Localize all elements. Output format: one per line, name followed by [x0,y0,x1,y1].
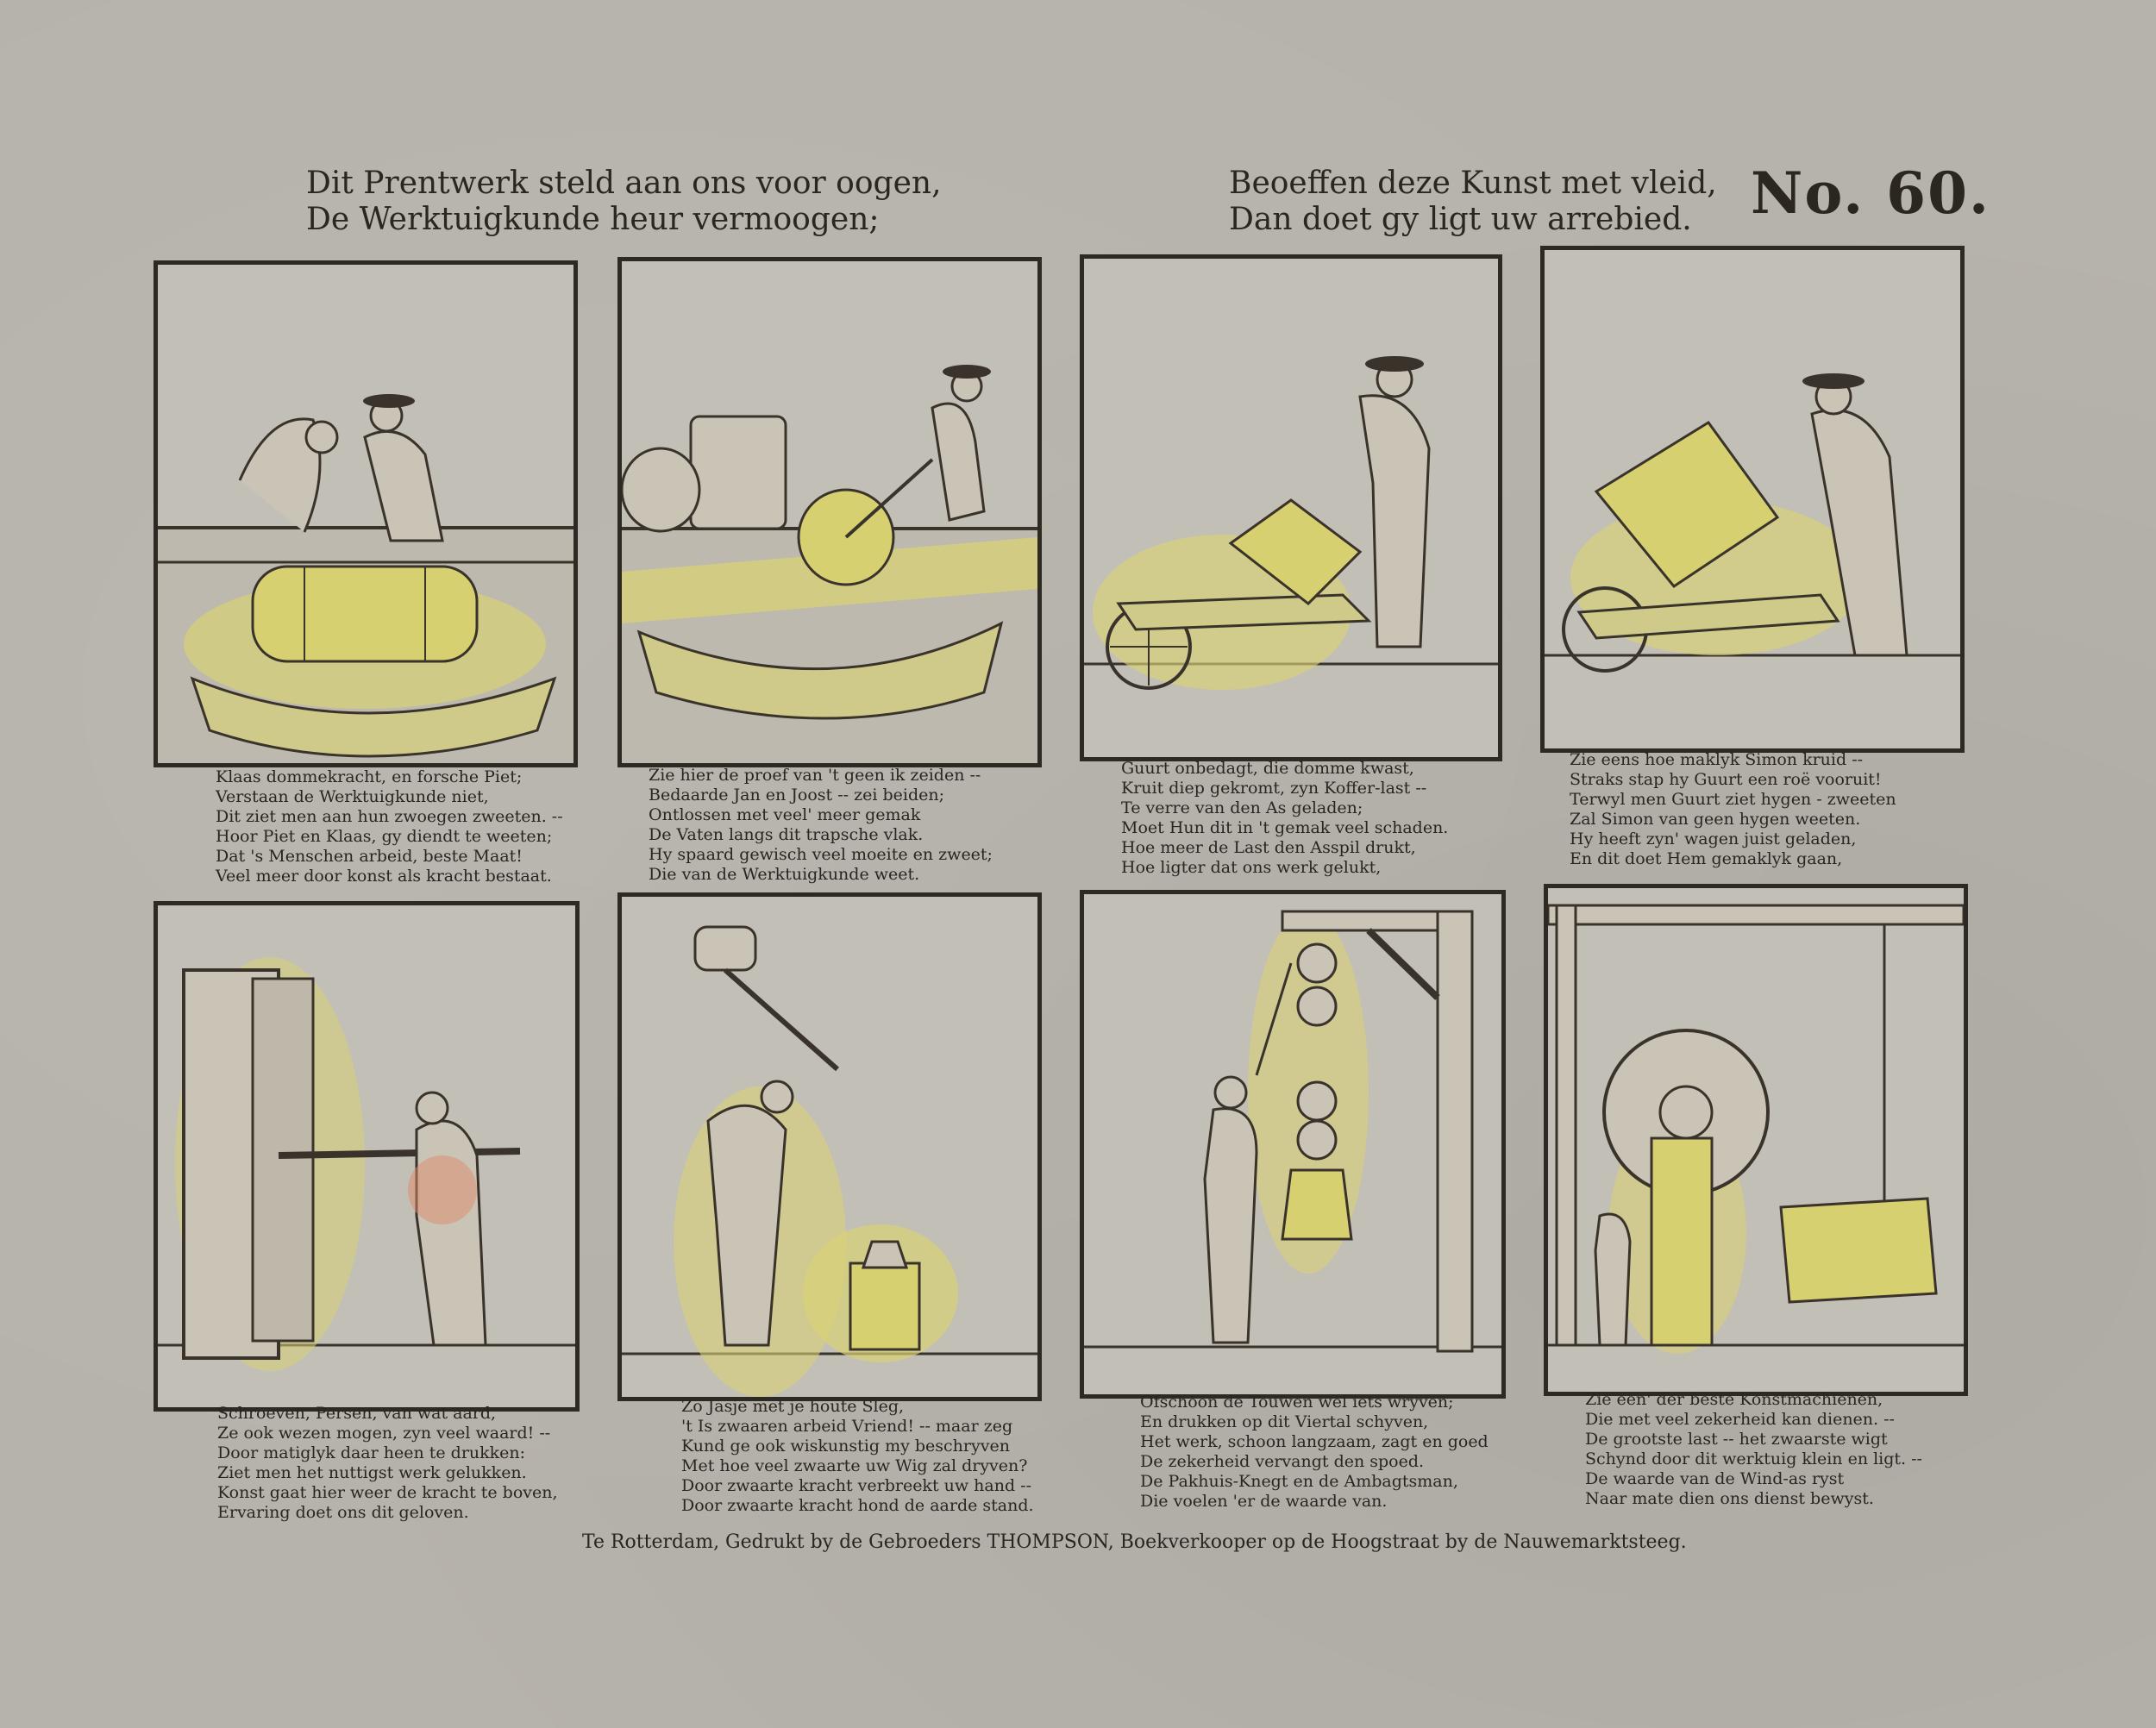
caption-line: Terwyl men Guurt ziet hygen - zweeten [1570,790,1896,809]
caption-line: Naar mate dien ons dienst bewyst. [1585,1489,1874,1508]
screw-press-image [158,905,575,1407]
caption-line: Hoe ligter dat ons werk gelukt, [1121,858,1382,877]
panel-4-caption [1570,750,1896,869]
caption-line: Kund ge ook wiskunstig my beschryven [681,1437,1010,1456]
men-rolling-barrel-image [622,261,1037,763]
caption-line: De grootste last -- het zwaarste wigt [1585,1430,1888,1449]
caption-line: Door zwaarte kracht verbreekt uw hand -- [681,1476,1032,1495]
header-left-verse [306,166,942,238]
header-left-line-2: De Werktuigkunde heur vermoogen; [306,202,880,237]
caption-line: Hy heeft zyn' wagen juist geladen, [1570,830,1857,848]
caption-line: Kruit diep gekromt, zyn Koffer-last -- [1121,779,1427,798]
caption-line: Door zwaarte kracht hond de aarde stand. [681,1496,1034,1515]
caption-line: Ontlossen met veel' meer gemak [649,805,921,824]
caption-line: Straks stap hy Guurt een roë vooruit! [1570,770,1882,789]
caption-line: Ervaring doet ons dit geloven. [217,1503,469,1522]
caption-line: Die met veel zekerheid kan dienen. -- [1585,1410,1895,1429]
caption-line: Met hoe veel zwaarte uw Wig zal dryven? [681,1456,1028,1475]
caption-line: Zie eens hoe maklyk Simon kruid -- [1570,750,1864,769]
two-men-lifting-barrel-image [158,265,573,763]
header-left-line-1: Dit Prentwerk steld aan ons voor oogen, [306,166,942,201]
sledge-and-wedge-image [622,897,1037,1397]
panel-6-illustration [617,892,1042,1401]
printer-imprint: Te Rotterdam, Gedrukt by de Gebroeders THOMPSON, Boekverkooper op de Hoogstraat by de Nauwemarktsteeg. [582,1531,1687,1553]
caption-line: Hoe meer de Last den Asspil drukt, [1121,838,1416,857]
panel-7-caption [1140,1393,1489,1512]
panel-4-illustration [1540,246,1965,753]
caption-line: Veel meer door konst als kracht bestaat. [216,867,552,886]
panel-3-illustration [1080,254,1502,761]
panel-5-illustration [154,901,580,1412]
caption-line: Door matiglyk daar heen te drukken: [217,1443,526,1462]
treadwheel-crane-image [1548,888,1964,1392]
wheelbarrow-near-load-image [1545,250,1960,748]
caption-line: Moet Hun dit in 't gemak veel schaden. [1121,818,1449,837]
caption-line: De waarde van de Wind-as ryst [1585,1469,1845,1488]
caption-line: Hoor Piet en Klaas, gy diendt te weeten; [216,827,553,846]
caption-line: Klaas dommekracht, en forsche Piet; [216,767,523,786]
panel-2-caption [649,766,993,885]
caption-line: Ze ook wezen mogen, zyn veel waard! -- [217,1424,551,1443]
panel-7-illustration [1080,890,1506,1399]
panel-8-illustration [1544,884,1968,1396]
caption-line: 't Is zwaaren arbeid Vriend! -- maar zeg [681,1417,1013,1436]
caption-line: Zie een' der beste Konstmachienen, [1585,1390,1883,1409]
caption-line: Dat 's Menschen arbeid, beste Maat! [216,847,523,866]
panel-5-caption [217,1404,558,1523]
header-right-verse [1229,166,1717,238]
caption-line: Schynd door dit werktuig klein en ligt. -- [1585,1449,1922,1468]
caption-line: Dit ziet men aan hun zwoegen zweeten. -- [216,807,563,826]
caption-line: Bedaarde Jan en Joost -- zei beiden; [649,786,944,805]
caption-line: En dit doet Hem gemaklyk gaan, [1570,849,1843,868]
caption-line: Guurt onbedagt, die domme kwast, [1121,759,1414,778]
caption-line: De zekerheid vervangt den spoed. [1140,1452,1425,1471]
panel-6-caption [681,1397,1034,1516]
caption-line: Zo Jasje met je houte Sleg, [681,1397,905,1416]
caption-line: Zie hier de proef van 't geen ik zeiden -- [649,766,981,785]
plate-number: No. 60. [1751,160,1990,227]
caption-line: Hy spaard gewisch veel moeite en zweet; [649,845,993,864]
caption-line: Die van de Werktuigkunde weet. [649,865,920,884]
panel-3-caption [1121,759,1448,878]
caption-line: De Pakhuis-Knegt en de Ambagtsman, [1140,1472,1458,1491]
panel-1-illustration [154,260,578,767]
caption-line: Schroeven, Persen, van wat aard, [217,1404,497,1423]
caption-line: De Vaten langs dit trapsche vlak. [649,825,924,844]
pulley-hoist-image [1084,894,1501,1394]
caption-line: En drukken op dit Viertal schyven, [1140,1412,1429,1431]
panel-2-illustration [617,257,1042,767]
panel-1-caption [216,767,563,886]
caption-line: Het werk, schoon langzaam, zagt en goed [1140,1432,1489,1451]
panel-8-caption [1585,1390,1922,1509]
caption-line: Ziet men het nuttigst werk gelukken. [217,1463,527,1482]
caption-line: Ofschoon de Touwen wel iets wryven; [1140,1393,1454,1412]
caption-line: Die voelen 'er de waarde van. [1140,1492,1388,1511]
header-right-line-1: Beoeffen deze Kunst met vleid, [1229,166,1717,201]
caption-line: Zal Simon van geen hygen weeten. [1570,810,1861,829]
caption-line: Verstaan de Werktuigkunde niet, [216,787,489,806]
wheelbarrow-far-load-image [1084,259,1498,757]
header-right-line-2: Dan doet gy ligt uw arrebied. [1229,202,1692,237]
caption-line: Konst gaat hier weer de kracht te boven, [217,1483,558,1502]
caption-line: Te verre van den As geladen; [1121,798,1363,817]
